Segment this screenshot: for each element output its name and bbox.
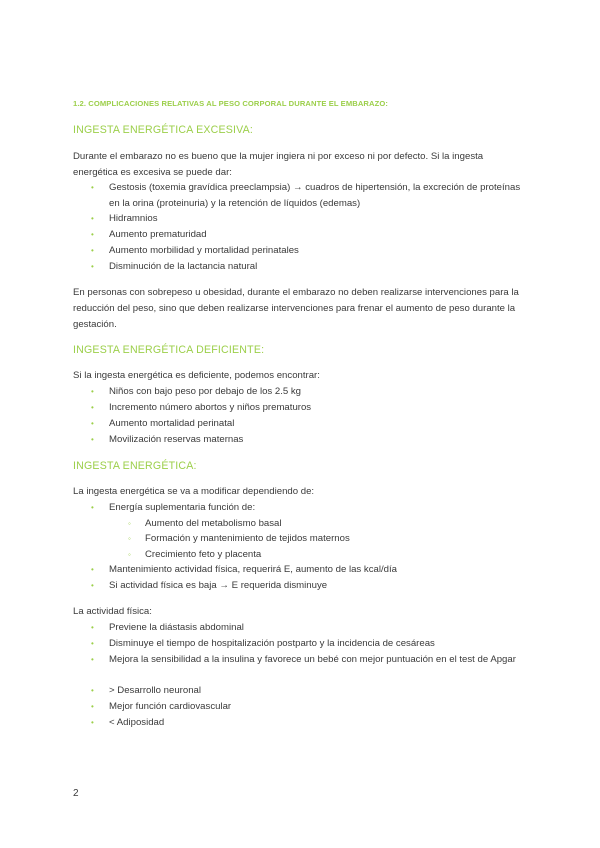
bullet-icon: • — [91, 262, 94, 271]
sub-list-item: Aumento del metabolismo basal — [145, 518, 282, 529]
heading-ingesta-deficiente: INGESTA ENERGÉTICA DEFICIENTE: — [73, 344, 265, 356]
list-item: Incremento número abortos y niños prematuros — [109, 402, 312, 413]
list-item: Hidramnios — [109, 213, 158, 224]
bullet-icon: • — [91, 639, 94, 648]
deficiente-intro: Si la ingesta energética es deficiente, podemos encontrar: — [73, 370, 320, 381]
bullet-icon: • — [91, 403, 94, 412]
energetica-intro: La ingesta energética se va a modificar dependiendo de: — [73, 486, 315, 497]
bullet-icon: • — [91, 718, 94, 727]
bullet-icon: • — [91, 565, 94, 574]
sub-bullet-icon: ◦ — [128, 550, 131, 559]
sub-list-item: Formación y mantenimiento de tejidos maternos — [145, 533, 350, 544]
list-item: Aumento morbilidad y mortalidad perinatales — [109, 245, 299, 256]
list-item: Mantenimiento actividad física, requerirá E, aumento de las kcal/día — [109, 564, 397, 575]
actividad-intro: La actividad física: — [73, 606, 152, 617]
bullet-icon: • — [91, 686, 94, 695]
section-title: 1.2. COMPLICACIONES RELATIVAS AL PESO CORPORAL DURANTE EL EMBARAZO: — [73, 99, 388, 108]
bullet-icon: • — [91, 435, 94, 444]
sub-bullet-icon: ◦ — [128, 534, 131, 543]
sub-list-item: Crecimiento feto y placenta — [145, 549, 262, 560]
list-item: Previene la diástasis abdominal — [109, 622, 244, 633]
list-item: Mejora la sensibilidad a la insulina y favorece un bebé con mejor puntuación en el test de Apgar — [109, 654, 516, 665]
list-item: Movilización reservas maternas — [109, 434, 244, 445]
list-item: Niños con bajo peso por debajo de los 2.5 kg — [109, 386, 302, 397]
list-item: Disminución de la lactancia natural — [109, 261, 258, 272]
page-number: 2 — [73, 788, 79, 799]
list-item: Gestosis (toxemia gravídica preeclampsia) → cuadros de hipertensión, la excreción de proteínas en la orina (proteinuria) y la retención de líquidos (edemas) — [109, 182, 521, 209]
list-item: Aumento mortalidad perinatal — [109, 418, 235, 429]
list-item: Energía suplementaria función de: — [109, 502, 256, 513]
list-item: Disminuye el tiempo de hospitalización postparto y la incidencia de cesáreas — [109, 638, 435, 649]
bullet-icon: • — [91, 702, 94, 711]
list-item: Mejor función cardiovascular — [109, 701, 232, 712]
list-item: > Desarrollo neuronal — [109, 685, 201, 696]
bullet-icon: • — [91, 214, 94, 223]
list-item: Aumento prematuridad — [109, 229, 207, 240]
bullet-icon: • — [91, 581, 94, 590]
bullet-icon: • — [91, 623, 94, 632]
bullet-icon: • — [91, 503, 94, 512]
bullet-icon: • — [91, 419, 94, 428]
bullet-icon: • — [91, 655, 94, 664]
heading-ingesta-excesiva: INGESTA ENERGÉTICA EXCESIVA: — [73, 124, 254, 136]
excesiva-paragraph: En personas con sobrepeso u obesidad, durante el embarazo no deben realizarse intervenciones para la reducción del peso, sino que deben realizarse intervenciones para frenar el aumento de peso durante la gestación. — [73, 287, 519, 330]
excesiva-intro: Durante el embarazo no es bueno que la mujer ingiera ni por exceso ni por defecto. Si la ingesta energética es excesiva se puede dar: — [73, 151, 484, 178]
heading-ingesta-energetica: INGESTA ENERGÉTICA: — [73, 460, 197, 472]
bullet-icon: • — [91, 230, 94, 239]
list-item: Si actividad física es baja → E requerida disminuye — [109, 580, 328, 591]
bullet-icon: • — [91, 246, 94, 255]
bullet-icon: • — [91, 183, 94, 192]
list-item: < Adiposidad — [109, 717, 165, 728]
sub-bullet-icon: ◦ — [128, 519, 131, 528]
bullet-icon: • — [91, 387, 94, 396]
